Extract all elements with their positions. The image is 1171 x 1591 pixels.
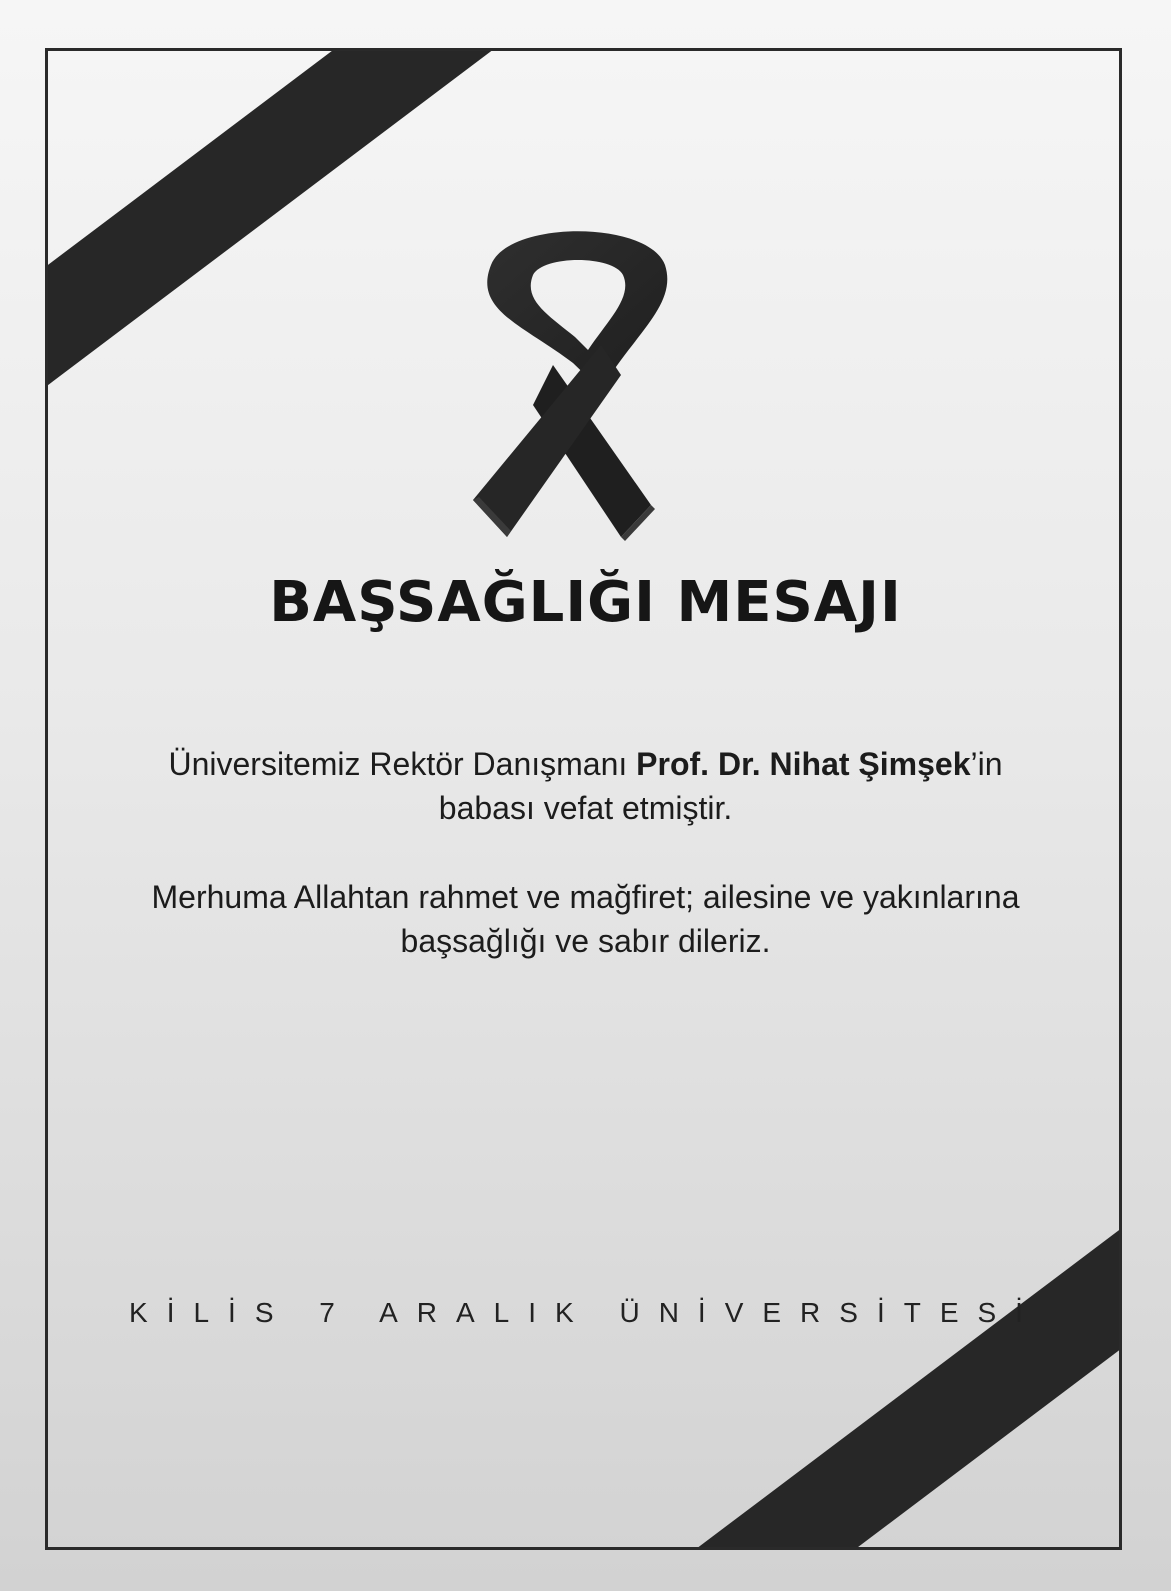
paragraph-1-line-2: babası vefat etmiştir. [438, 790, 733, 826]
paragraph-2-line-1: Merhuma Allahtan rahmet ve mağfiret; ailesine ve yakınlarına [151, 879, 1020, 915]
black-ribbon-icon [473, 215, 685, 547]
bottom-right-mourning-band [656, 1122, 1122, 1550]
announcement-paragraph-1 [60, 742, 1111, 830]
paragraph-1-suffix: ’in [970, 746, 1003, 782]
page-title: BAŞSAĞLIĞI MESAJI [269, 570, 902, 635]
top-left-mourning-band [45, 48, 510, 494]
paragraph-2-line-2: başsağlığı ve sabır dileriz. [400, 923, 771, 959]
university-name: KİLİS 7 ARALIK ÜNİVERSİTESİ [129, 1297, 1042, 1328]
deceased-relative-name: Prof. Dr. Nihat Şimşek [636, 746, 971, 782]
announcement-paragraph-2 [60, 875, 1111, 963]
paragraph-1-prefix: Üniversitemiz Rektör Danışmanı [168, 746, 637, 782]
